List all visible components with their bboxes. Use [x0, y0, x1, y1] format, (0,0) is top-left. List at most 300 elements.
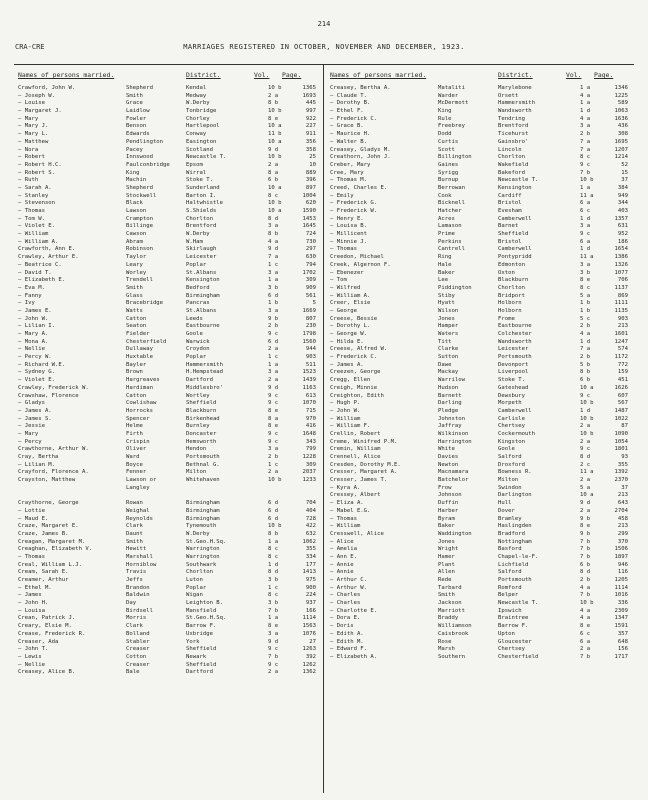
section-code: CRA-CRE — [15, 43, 45, 51]
register-row — [330, 170, 630, 178]
register-row — [18, 646, 318, 654]
entry-vol: 2 a — [580, 477, 591, 484]
register-row — [330, 600, 630, 608]
entry-vol: 2 a — [268, 377, 279, 384]
entry-district: Kingston — [498, 438, 525, 445]
entry-spouse: Bicknell — [438, 200, 465, 207]
entry-page: 1172 — [614, 354, 628, 361]
entry-vol: 11 b — [268, 131, 282, 138]
entry-page: 299 — [617, 530, 628, 537]
entry-district: Holborn — [498, 300, 522, 307]
entry-vol: 8 a — [268, 169, 279, 176]
entry-page: 2370 — [614, 477, 628, 484]
entry-vol: 1 d — [580, 407, 591, 414]
entry-name: — Minnie J. — [330, 238, 368, 245]
entry-name: — Frederick G. — [330, 200, 378, 207]
entry-district: Cockermouth — [498, 430, 536, 437]
entry-page: 1453 — [302, 215, 316, 222]
entry-spouse: Berrowan — [438, 184, 465, 191]
entry-district: Basford — [498, 546, 522, 553]
entry-vol: 10 a — [580, 384, 594, 391]
register-row — [18, 516, 318, 524]
entry-name: — Emily — [330, 192, 354, 199]
entry-spouse: Shepherd — [126, 184, 153, 191]
entry-name: Creasey, Gladys M. — [330, 146, 391, 153]
register-row — [18, 254, 318, 262]
entry-district: Luton — [186, 577, 203, 583]
entry-spouse: Wright — [438, 546, 459, 553]
entry-page: 1693 — [302, 92, 316, 99]
register-row — [330, 362, 630, 370]
entry-page: 392 — [305, 653, 316, 660]
entry-vol: 9 d — [268, 246, 279, 253]
register-row — [18, 277, 318, 285]
entry-spouse: Wilson — [438, 307, 459, 314]
entry-name — [18, 485, 126, 493]
entry-page: 25 — [309, 154, 316, 161]
entry-vol: 8 c — [268, 546, 279, 553]
entry-vol: 10 b — [268, 154, 282, 161]
entry-district: Dartford — [186, 377, 213, 384]
register-row — [330, 331, 630, 339]
entry-page: 1228 — [302, 454, 316, 460]
register-row — [330, 139, 630, 147]
entry-vol: 2 a — [580, 438, 591, 445]
register-row — [330, 439, 630, 447]
entry-vol: 7 b — [268, 607, 279, 614]
register-row — [330, 369, 630, 377]
entry-page: 607 — [617, 392, 628, 399]
entry-page: 1560 — [302, 338, 316, 345]
entry-spouse: King — [126, 169, 140, 176]
register-row — [18, 193, 318, 201]
register-row — [18, 577, 318, 585]
entry-spouse: Frow — [438, 484, 452, 491]
entry-vol: 3 a — [268, 369, 279, 376]
entry-spouse: Piddington — [438, 284, 472, 291]
entry-vol: 7 b — [580, 653, 591, 660]
register-row — [18, 308, 318, 316]
entry-spouse: Jackson — [438, 600, 462, 607]
register-row — [18, 639, 318, 647]
entry-name: Creaser, Ada — [18, 638, 59, 645]
entry-district: Uxbridge — [186, 630, 213, 637]
entry-district: Barnet — [498, 223, 519, 230]
entry-name: — Eva M. — [18, 284, 45, 291]
register-row — [18, 223, 318, 231]
entry-district: Morpeth — [498, 400, 522, 407]
entry-spouse: Lawson or — [126, 477, 157, 484]
register-row — [330, 85, 630, 93]
entry-name: — Jessie — [18, 423, 45, 430]
entry-spouse: Gaines — [438, 161, 459, 168]
entry-name: — Lilian M. — [18, 461, 56, 468]
entry-spouse: White — [438, 446, 455, 453]
district-header: District. — [498, 71, 533, 79]
entry-name: — Gladys — [18, 400, 45, 407]
entry-page: 772 — [617, 361, 628, 368]
entry-vol: 8 e — [580, 277, 591, 284]
entry-name: — Ann E. — [330, 553, 357, 560]
entry-spouse: Hatcher — [438, 208, 462, 214]
entry-district: Leighton B. — [186, 600, 224, 607]
entry-page: 213 — [617, 323, 628, 330]
entry-vol: 4 a — [580, 92, 591, 99]
register-row — [18, 154, 318, 162]
register-row — [18, 116, 318, 124]
register-row — [330, 300, 630, 308]
entry-district: Warrington — [186, 553, 220, 560]
entry-name: — Robert H.C. — [18, 161, 62, 168]
entry-district: Haltwhistle — [186, 200, 224, 207]
entry-page: 445 — [305, 100, 316, 107]
entry-district: Romford — [498, 584, 522, 591]
entry-district: Gainsbro' — [498, 138, 529, 145]
register-row — [18, 362, 318, 370]
entry-name: — Louise — [18, 100, 45, 107]
entry-name: Cresden, Dorothy M.E. — [330, 461, 401, 468]
entry-name: — Annie — [330, 569, 354, 576]
entry-name: — Tom — [330, 277, 347, 284]
entry-spouse: Jaffray — [438, 423, 462, 430]
entry-page: 975 — [305, 577, 316, 583]
entry-page: 1233 — [302, 477, 316, 484]
entry-district: Birmingham — [186, 292, 220, 299]
entry-name: Crean, Patrick J. — [18, 615, 76, 622]
register-row — [18, 669, 318, 677]
entry-name: — John W. — [18, 315, 49, 322]
entry-district: Marylebone — [498, 85, 532, 91]
entry-page: 1054 — [614, 438, 628, 445]
entry-spouse: Marriott — [438, 607, 465, 614]
entry-vol: 6 a — [580, 200, 591, 207]
entry-name: — Robert S. — [18, 169, 56, 176]
entry-vol: 7 b — [268, 653, 279, 660]
entry-vol: 1 c — [268, 584, 279, 591]
register-row — [18, 446, 318, 454]
entry-name: — Ethel F. — [330, 108, 364, 115]
entry-page: 309 — [305, 277, 316, 284]
entry-name: Crease, Frederick R. — [18, 630, 86, 637]
entry-name: — Dorothy B. — [330, 100, 371, 107]
register-row — [18, 377, 318, 385]
entry-page: 2704 — [614, 507, 628, 514]
entry-vol: 2 b — [268, 454, 279, 460]
entry-spouse: Hudson — [438, 384, 459, 391]
register-row — [18, 93, 318, 101]
entry-district: St.Geo.H.Sq. — [186, 615, 227, 622]
entry-page: 909 — [305, 284, 316, 291]
entry-name: — Edith M. — [330, 638, 364, 645]
entry-name: — Louisa — [18, 607, 45, 614]
register-row — [330, 339, 630, 347]
entry-name: Cream, Sarah E. — [18, 569, 69, 576]
entry-page: 1063 — [614, 108, 628, 115]
entry-vol: 8 c — [268, 592, 279, 599]
entry-spouse: Dodd — [438, 131, 452, 138]
entry-vol: 4 a — [580, 607, 591, 614]
entry-name: Creese, Bessie — [330, 315, 378, 322]
entry-vol: 1 a — [580, 184, 591, 191]
entry-vol: 9 d — [580, 500, 591, 507]
entry-district: Eastbourne — [186, 323, 220, 330]
register-row — [330, 577, 630, 585]
entry-vol: 2 a — [268, 669, 279, 676]
register-row — [330, 231, 630, 239]
register-row — [18, 439, 318, 447]
register-row — [18, 100, 318, 108]
entry-spouse: Davies — [438, 454, 459, 460]
entry-spouse: Bolland — [126, 630, 150, 637]
right-entries — [330, 85, 630, 662]
entry-page: 355 — [305, 546, 316, 553]
register-row — [330, 523, 630, 531]
entry-district: Bristol — [498, 200, 522, 207]
entry-page: 1263 — [302, 646, 316, 653]
entry-spouse: Crispin — [126, 438, 150, 445]
entry-name: — Arthur W. — [330, 584, 368, 591]
entry-spouse: Machin — [126, 177, 147, 184]
entry-name: Creighton, Edith — [330, 392, 384, 399]
entry-name: Craze, James B. — [18, 530, 69, 537]
entry-vol: 3 b — [268, 600, 279, 607]
entry-name: — Robert — [18, 154, 45, 161]
entry-vol: 8 e — [268, 115, 279, 122]
entry-spouse: Warrilow — [438, 377, 465, 384]
entry-name: Creek, Algernon F. — [330, 261, 391, 268]
entry-page: 1506 — [614, 546, 628, 553]
entry-vol: 6 c — [580, 630, 591, 637]
entry-name: Crawthorne, Arthur W. — [18, 446, 89, 453]
entry-page: 416 — [305, 423, 316, 430]
entry-name: — Frederick C. — [330, 354, 378, 361]
entry-district: Wigan — [186, 592, 203, 599]
register-row — [18, 147, 318, 155]
register-row — [18, 369, 318, 377]
entry-name: — Eliza A. — [330, 500, 364, 507]
entry-page: 794 — [305, 261, 316, 268]
entry-spouse: Cook — [438, 192, 452, 199]
entry-page: 903 — [305, 354, 316, 361]
entry-name: Cray, Bertha — [18, 454, 59, 460]
register-row — [18, 239, 318, 247]
entry-vol: 1 c — [268, 461, 279, 468]
entry-page: 1392 — [614, 469, 628, 476]
entry-name: — Doris — [330, 623, 354, 630]
register-row — [330, 631, 630, 639]
register-row — [18, 300, 318, 308]
entry-spouse: Birdsell — [126, 607, 153, 614]
entry-spouse: Cowlishaw — [126, 400, 157, 407]
entry-name: Crawford, John W. — [18, 85, 76, 91]
entry-name: — Thomas — [18, 553, 45, 560]
register-row — [330, 469, 630, 477]
entry-district: Tynemouth — [186, 523, 217, 530]
entry-page: 631 — [617, 223, 628, 230]
entry-spouse: Rose — [438, 638, 452, 645]
entry-name: — George W. — [330, 331, 368, 337]
entry-spouse: Fenner — [126, 469, 147, 476]
register-row — [18, 208, 318, 216]
entry-spouse: Newton — [438, 461, 459, 468]
entry-name: — Arthur C. — [330, 577, 368, 583]
entry-name: — Sarah A. — [18, 184, 52, 191]
entry-district: Goole — [186, 331, 203, 337]
register-row — [18, 585, 318, 593]
entry-district: Wandsworth — [498, 108, 532, 115]
entry-spouse: Caisbrook — [438, 630, 469, 637]
entry-spouse: Benson — [126, 123, 147, 130]
entry-district: St.Albans — [186, 307, 217, 314]
entry-vol: 9 b — [268, 315, 279, 322]
entry-vol: 1 d — [580, 246, 591, 253]
entry-spouse: Smith — [126, 284, 143, 291]
register-row — [330, 147, 630, 155]
entry-page: 358 — [305, 146, 316, 153]
entry-vol: 9 c — [268, 646, 279, 653]
entry-spouse: Horniblow — [126, 561, 157, 568]
entry-name: Creezen, George — [330, 369, 381, 376]
entry-spouse: Mackay — [438, 369, 459, 376]
entry-name: — Thomas — [18, 208, 45, 214]
entry-vol: 6 b — [580, 561, 591, 568]
entry-page: 403 — [617, 208, 628, 214]
entry-page: 1362 — [302, 669, 316, 676]
entry-vol: 8 e — [580, 623, 591, 630]
register-row — [330, 262, 630, 270]
entry-district: Barrow F. — [498, 623, 529, 630]
register-row — [330, 500, 630, 508]
entry-spouse: Marsh — [438, 646, 455, 653]
entry-name: — Frederick W. — [330, 208, 378, 214]
register-row — [330, 100, 630, 108]
entry-spouse: Hewitt — [126, 546, 147, 553]
entry-name: Crellin, Robert — [330, 430, 381, 437]
entry-page: 1654 — [614, 246, 628, 253]
entry-spouse: Rede — [438, 577, 452, 583]
entry-district: W.Derby — [186, 100, 210, 107]
entry-spouse: Lee — [438, 277, 449, 284]
entry-vol: 8 e — [268, 423, 279, 430]
entry-spouse: Bracebridge — [126, 300, 164, 307]
register-row — [18, 293, 318, 301]
register-row — [18, 431, 318, 439]
entry-name: — James E. — [18, 307, 52, 314]
entry-vol: 8 d — [268, 569, 279, 576]
entry-name: — Mary J. — [18, 123, 49, 130]
entry-page: 903 — [617, 315, 628, 322]
entry-name: — Mary A. — [18, 331, 49, 337]
entry-spouse: Spencer — [126, 415, 150, 422]
entry-spouse: Trendell — [126, 277, 153, 284]
entry-name: Crayford, Florence A. — [18, 469, 89, 476]
entry-vol: 2 a — [580, 423, 591, 430]
register-row — [330, 639, 630, 647]
register-row — [18, 454, 318, 462]
entry-name: Crawley, Frederick W. — [18, 384, 89, 391]
register-row — [18, 385, 318, 393]
entry-district: Camberwell — [498, 215, 532, 222]
entry-spouse: Morris — [126, 615, 147, 622]
entry-vol: 4 a — [268, 238, 279, 245]
entry-district: Goole — [498, 446, 515, 453]
entry-district: Droxford — [498, 461, 525, 468]
entry-vol: 6 b — [268, 177, 279, 184]
register-row — [330, 177, 630, 185]
entry-name: — Sydney G. — [18, 369, 56, 376]
entry-name: — Ruth — [18, 177, 39, 184]
register-row — [18, 546, 318, 554]
register-row — [330, 246, 630, 254]
entry-district: Bristol — [498, 238, 522, 245]
entry-district: Newcastle T. — [498, 177, 539, 184]
entry-vol: 3 b — [268, 284, 279, 291]
entry-spouse: Crampton — [126, 215, 153, 222]
entry-district: Kendal — [186, 85, 207, 91]
entry-name: — Ethel M. — [18, 584, 52, 591]
register-row — [18, 400, 318, 408]
top-rule — [14, 64, 634, 65]
register-row — [18, 539, 318, 547]
register-row — [18, 631, 318, 639]
entry-vol: 6 b — [580, 377, 591, 384]
entry-name — [18, 492, 126, 500]
entry-page: 1523 — [302, 369, 316, 376]
entry-spouse: Bale — [126, 669, 140, 676]
entry-vol: 1 a — [580, 100, 591, 107]
entry-district: Bramley — [498, 515, 522, 522]
register-row — [18, 608, 318, 616]
register-row — [330, 116, 630, 124]
entry-vol: 8 e — [268, 407, 279, 414]
register-row — [18, 592, 318, 600]
entry-spouse: Creaser — [126, 646, 150, 653]
entry-district: Chesterfield — [498, 653, 539, 660]
entry-page: 384 — [617, 184, 628, 191]
entry-district: Edmonton — [498, 261, 525, 268]
entry-name: — Matthew — [18, 138, 49, 145]
entry-spouse: Catton — [126, 392, 147, 399]
entry-spouse: Jones — [438, 538, 455, 545]
entry-district: Chorlton — [498, 154, 525, 161]
register-row — [330, 185, 630, 193]
right-column — [330, 68, 630, 662]
entry-vol: 9 c — [268, 438, 279, 445]
entry-name: — David T. — [18, 269, 52, 276]
entry-district: Conway — [186, 131, 207, 138]
register-row — [330, 223, 630, 231]
entry-spouse: Johnston — [438, 415, 465, 422]
entry-name: Creasey, Bertha A. — [330, 85, 391, 91]
entry-district: Middlesbro' — [186, 384, 224, 391]
entry-name: Creber, Mary — [330, 161, 371, 168]
left-entries — [18, 85, 318, 677]
entry-vol: 8 c — [580, 284, 591, 291]
entry-page: 404 — [305, 507, 316, 514]
entry-vol: 2 a — [268, 346, 279, 353]
entry-district: Epsom — [186, 161, 203, 168]
entry-spouse: Hale — [438, 261, 452, 268]
entry-spouse: Allen — [438, 569, 455, 576]
entry-spouse: Oliver — [126, 446, 147, 453]
register-row — [18, 485, 318, 493]
vol-header: Vol. — [254, 71, 270, 79]
entry-name: — Frederick C. — [330, 115, 378, 122]
register-row — [330, 592, 630, 600]
entry-vol: 3 a — [580, 223, 591, 230]
register-row — [330, 623, 630, 631]
register-row — [330, 569, 630, 577]
